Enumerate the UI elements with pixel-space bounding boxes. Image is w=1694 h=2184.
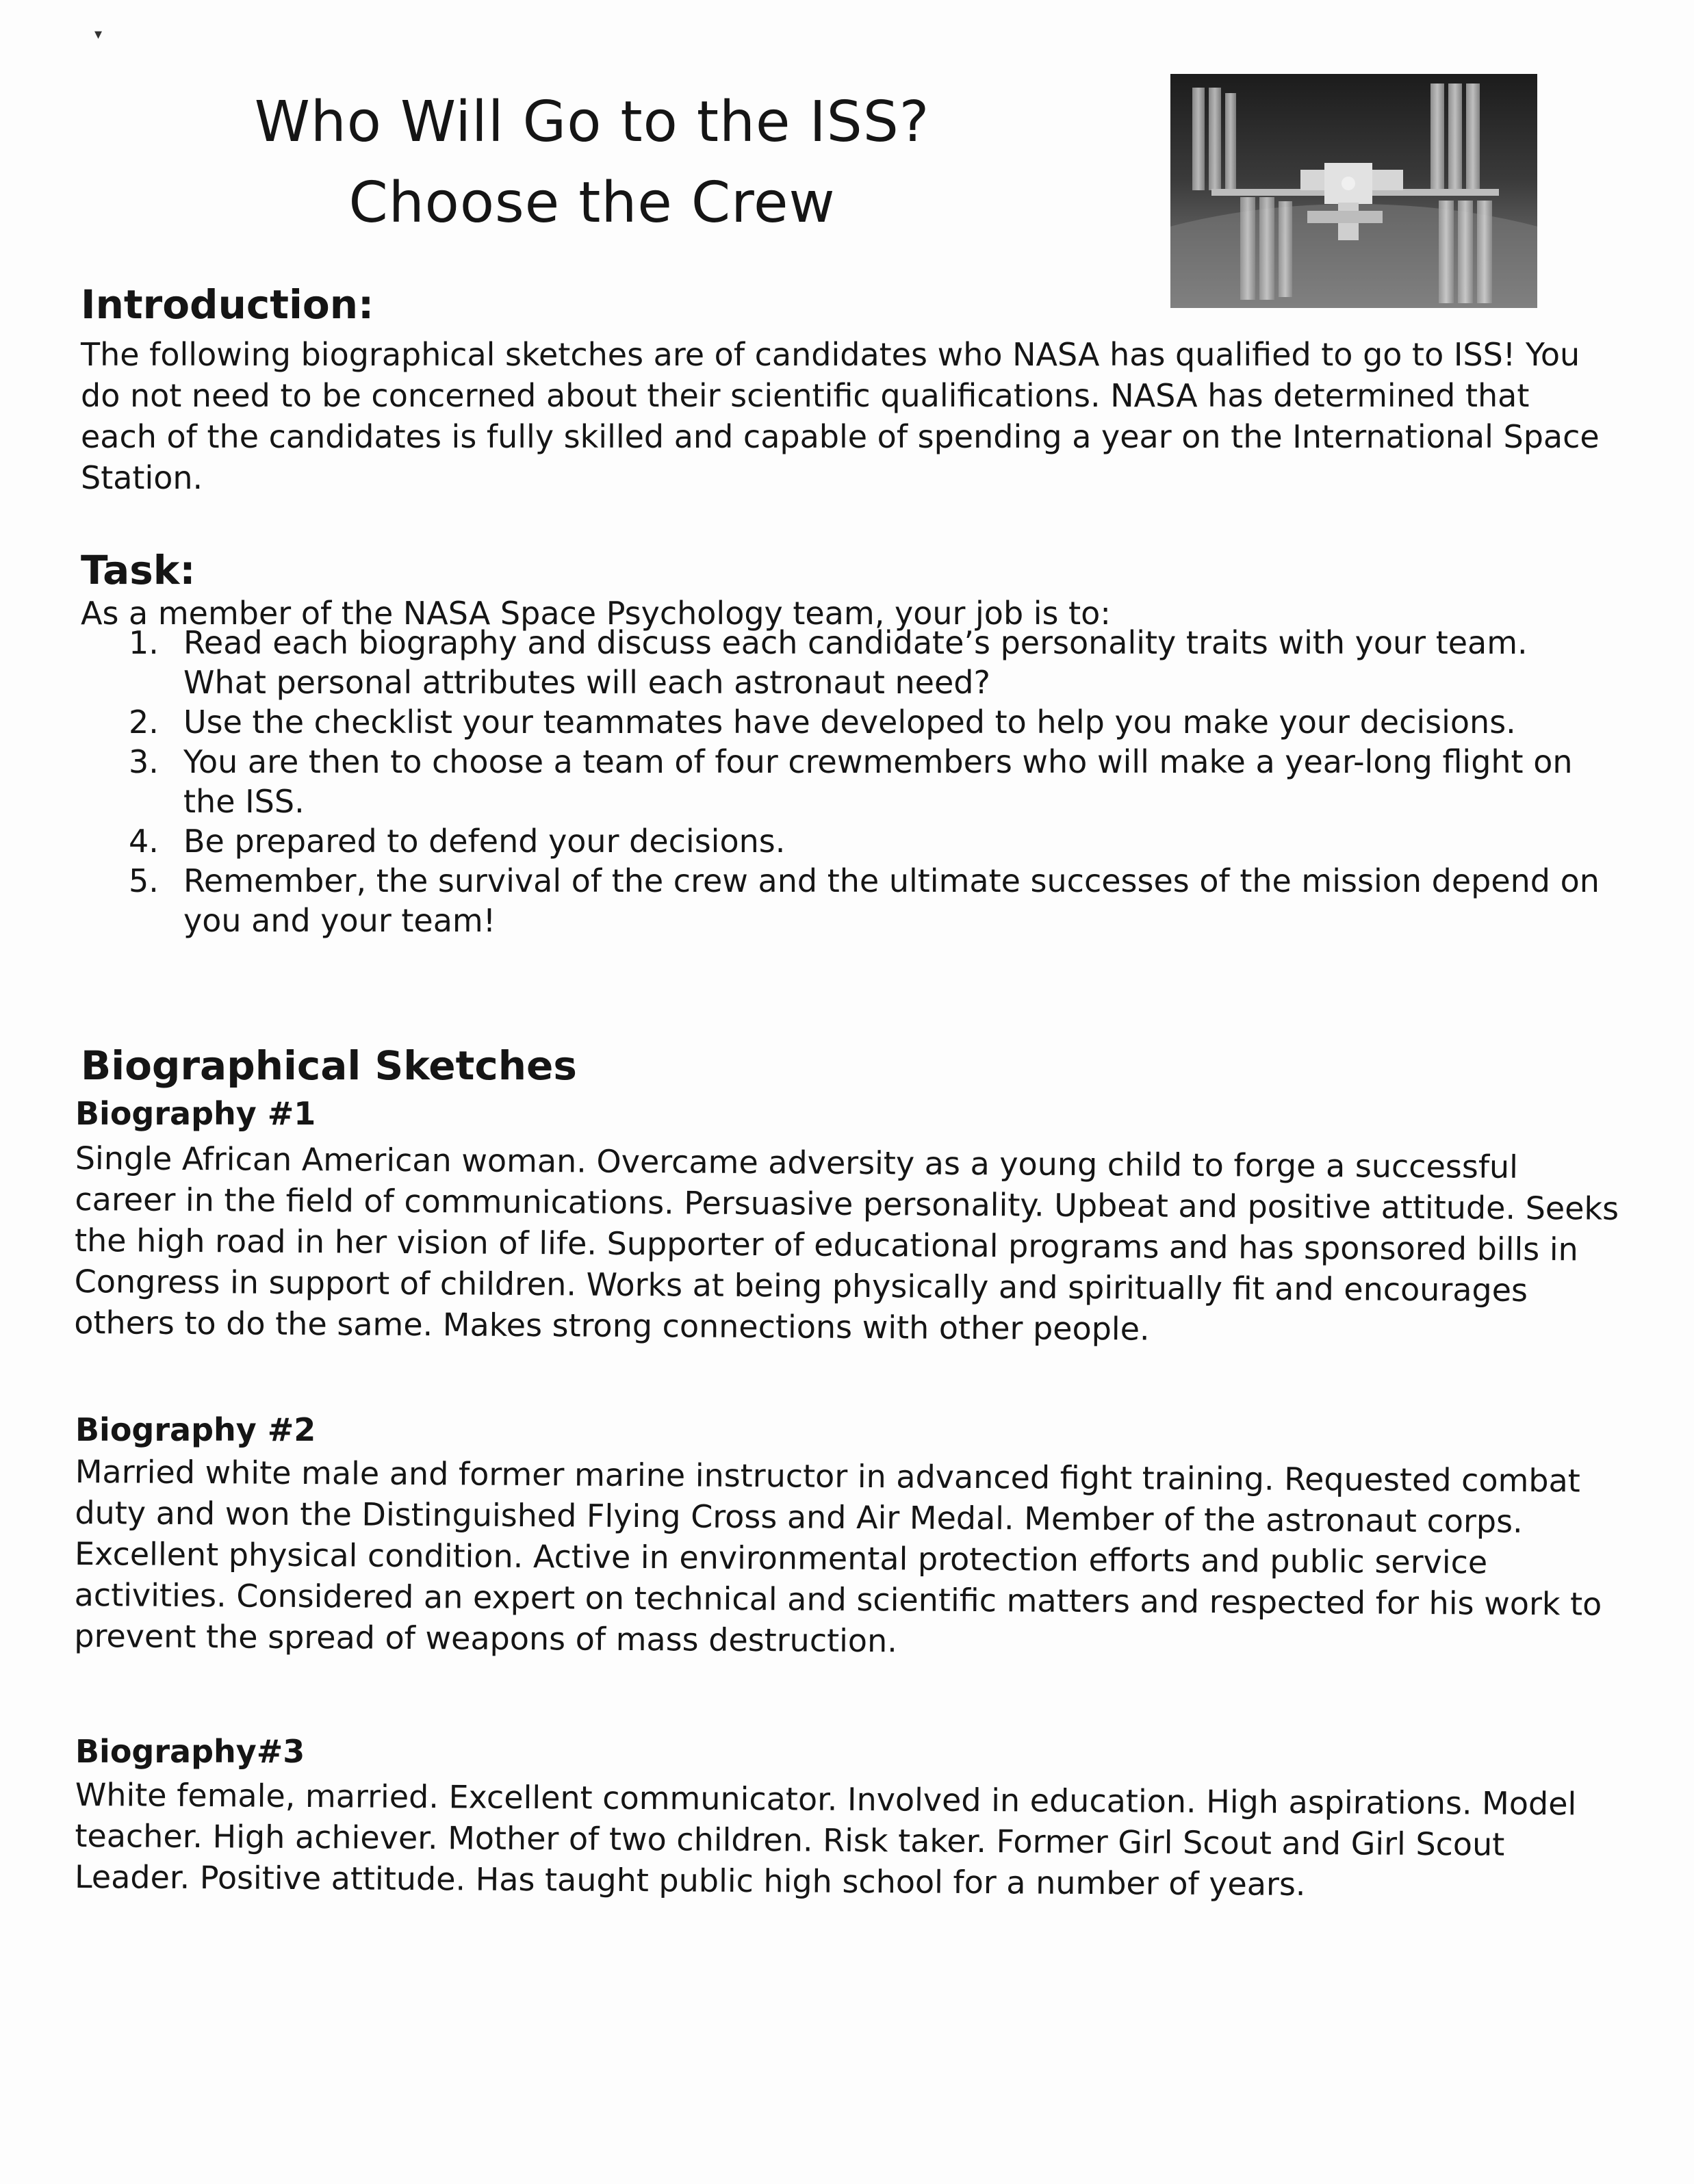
task-item-number: 2.	[129, 704, 159, 741]
introduction-text	[81, 334, 1614, 498]
task-item-number: 5.	[129, 862, 159, 899]
task-item-text: Read each biography and discuss each candidate’s personality traits with your team. What personal attributes will each astronaut need?	[183, 624, 1528, 701]
task-item	[81, 623, 1614, 702]
task-item-text: You are then to choose a team of four crewmembers who will make a year-long flight on the ISS.	[183, 743, 1573, 820]
page-title	[157, 82, 1027, 244]
introduction-paragraph: The following biographical sketches are of candidates who NASA has qualified to go to ISS! You do not need to be concerned about their scientific qualifications. NASA has determined that each of the candidates is fully skilled and capable of spending a year on the International Space Station.	[81, 336, 1600, 496]
biographies-heading: Biographical Sketches	[81, 1042, 577, 1089]
task-item-number: 3.	[129, 743, 159, 780]
task-item-number: 4.	[129, 823, 159, 860]
introduction-heading: Introduction:	[81, 281, 374, 328]
task-item-number: 1.	[129, 624, 159, 661]
task-item	[81, 821, 1614, 861]
task-item	[81, 742, 1614, 821]
biography-3-text: White female, married. Excellent communicator. Involved in education. High aspirations. Model teacher. High achiever. Mother of two children. Risk taker. Former Girl Scout and Girl Scout Leader. Positive attitude. Has taught public high school for a number of years.	[74, 1776, 1577, 1903]
task-intro: As a member of the NASA Space Psychology team, your job is to:	[81, 595, 1111, 632]
task-item	[81, 702, 1614, 742]
task-item-text: Use the checklist your teammates have developed to help you make your decisions.	[183, 704, 1516, 741]
biography-2-text: Married white male and former marine instructor in advanced fight training. Requested combat duty and won the Distinguished Flying Cross and Air Medal. Member of the astronaut corps. Excellent physical condition. Active in environmental protection efforts and public service activities. Considered an expert on technical and scientific matters and respected for his work to prevent the spread of weapons of mass destruction.	[74, 1453, 1602, 1660]
task-heading: Task:	[81, 547, 196, 593]
iss-station-photo	[1170, 74, 1537, 308]
title-line-2: Choose the Crew	[348, 170, 836, 235]
biography-1-heading: Biography #1	[75, 1095, 316, 1132]
biography-3-heading: Biography#3	[75, 1733, 305, 1770]
task-item-text: Remember, the survival of the crew and the ultimate successes of the mission depend on you and your team!	[183, 862, 1600, 939]
task-item	[81, 861, 1614, 940]
title-line-1: Who Will Go to the ISS?	[254, 90, 930, 155]
task-item-text: Be prepared to defend your decisions.	[183, 823, 786, 860]
biography-1-text: Single African American woman. Overcame adversity as a young child to forge a successful career in the field of communications. Persuasive personality. Upbeat and positive attitude. Seeks the high road in her vision of life. Supporter of educational programs and has sponsored bills in Congress in support of children. Works at being physically and spiritually fit and encourages others to do the same. Makes strong connections with other people.	[74, 1140, 1619, 1348]
scan-speck-icon: ▾	[94, 26, 103, 43]
task-list	[81, 623, 1614, 940]
biography-2-heading: Biography #2	[75, 1411, 316, 1448]
